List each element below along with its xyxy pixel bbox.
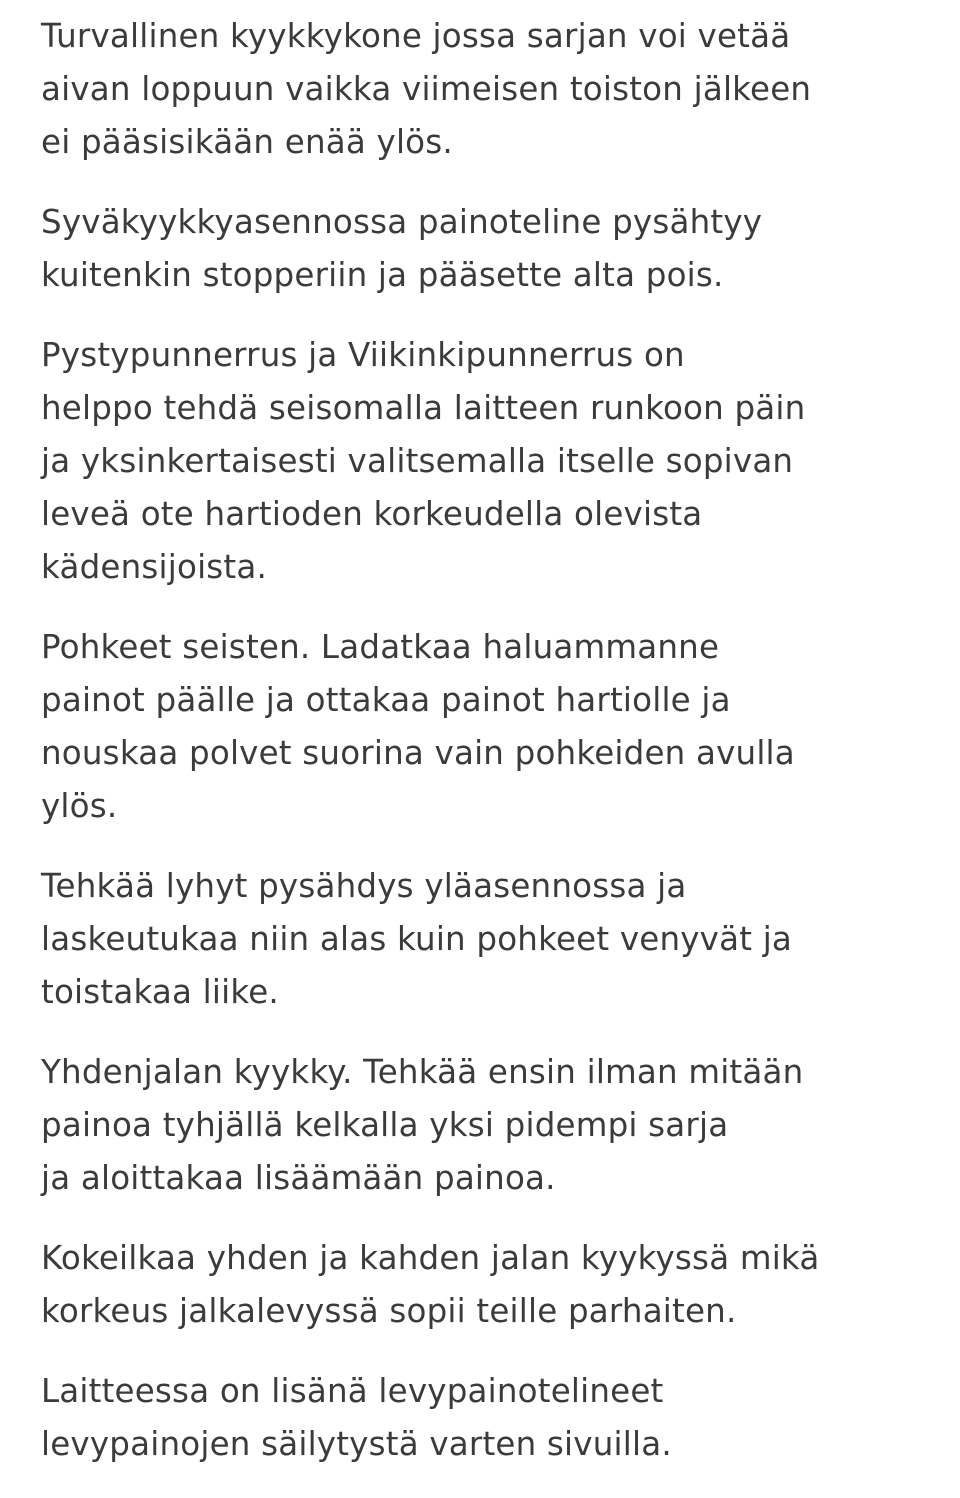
paragraph [41, 860, 960, 1019]
text-line: nouskaa polvet suorina vain pohkeiden avulla [41, 734, 795, 772]
text-line: helppo tehdä seisomalla laitteen runkoon päin [41, 389, 806, 427]
text-line: Syväkyykkyasennossa painoteline pysähtyy [41, 203, 763, 241]
text-line: Tehkää lyhyt pysähdys yläasennossa ja [41, 867, 687, 905]
paragraph [41, 10, 960, 169]
text-line: kuitenkin stopperiin ja pääsette alta pois. [41, 256, 724, 294]
text-line: ylös. [41, 787, 118, 825]
text-line: kädensijoista. [41, 548, 268, 586]
paragraph [41, 621, 960, 833]
paragraph [41, 1232, 960, 1338]
text-line: korkeus jalkalevyssä sopii teille parhaiten. [41, 1292, 737, 1330]
paragraph [41, 329, 960, 594]
text-line: painot päälle ja ottakaa painot hartiolle ja [41, 681, 731, 719]
text-line: ei pääsisikään enää ylös. [41, 123, 453, 161]
text-line: Pohkeet seisten. Ladatkaa haluammanne [41, 628, 720, 666]
text-line: Kokeilkaa yhden ja kahden jalan kyykyssä mikä [41, 1239, 820, 1277]
paragraph [41, 1365, 960, 1471]
text-line: ja yksinkertaisesti valitsemalla itselle sopivan [41, 442, 794, 480]
text-line: Turvallinen kyykkykone jossa sarjan voi vetää [41, 17, 791, 55]
text-line: Yhdenjalan kyykky. Tehkää ensin ilman mitään [41, 1053, 804, 1091]
text-line: toistakaa liike. [41, 973, 279, 1011]
paragraph [41, 1046, 960, 1205]
text-line: painoa tyhjällä kelkalla yksi pidempi sarja [41, 1106, 729, 1144]
text-line: leveä ote hartioden korkeudella olevista [41, 495, 703, 533]
text-line: ja aloittakaa lisäämään painoa. [41, 1159, 556, 1197]
paragraph [41, 196, 960, 302]
text-line: Pystypunnerrus ja Viikinkipunnerrus on [41, 336, 685, 374]
text-line: aivan loppuun vaikka viimeisen toiston jälkeen [41, 70, 812, 108]
text-line: levypainojen säilytystä varten sivuilla. [41, 1425, 672, 1463]
text-line: Laitteessa on lisänä levypainotelineet [41, 1372, 664, 1410]
text-line: laskeutukaa niin alas kuin pohkeet venyvät ja [41, 920, 793, 958]
